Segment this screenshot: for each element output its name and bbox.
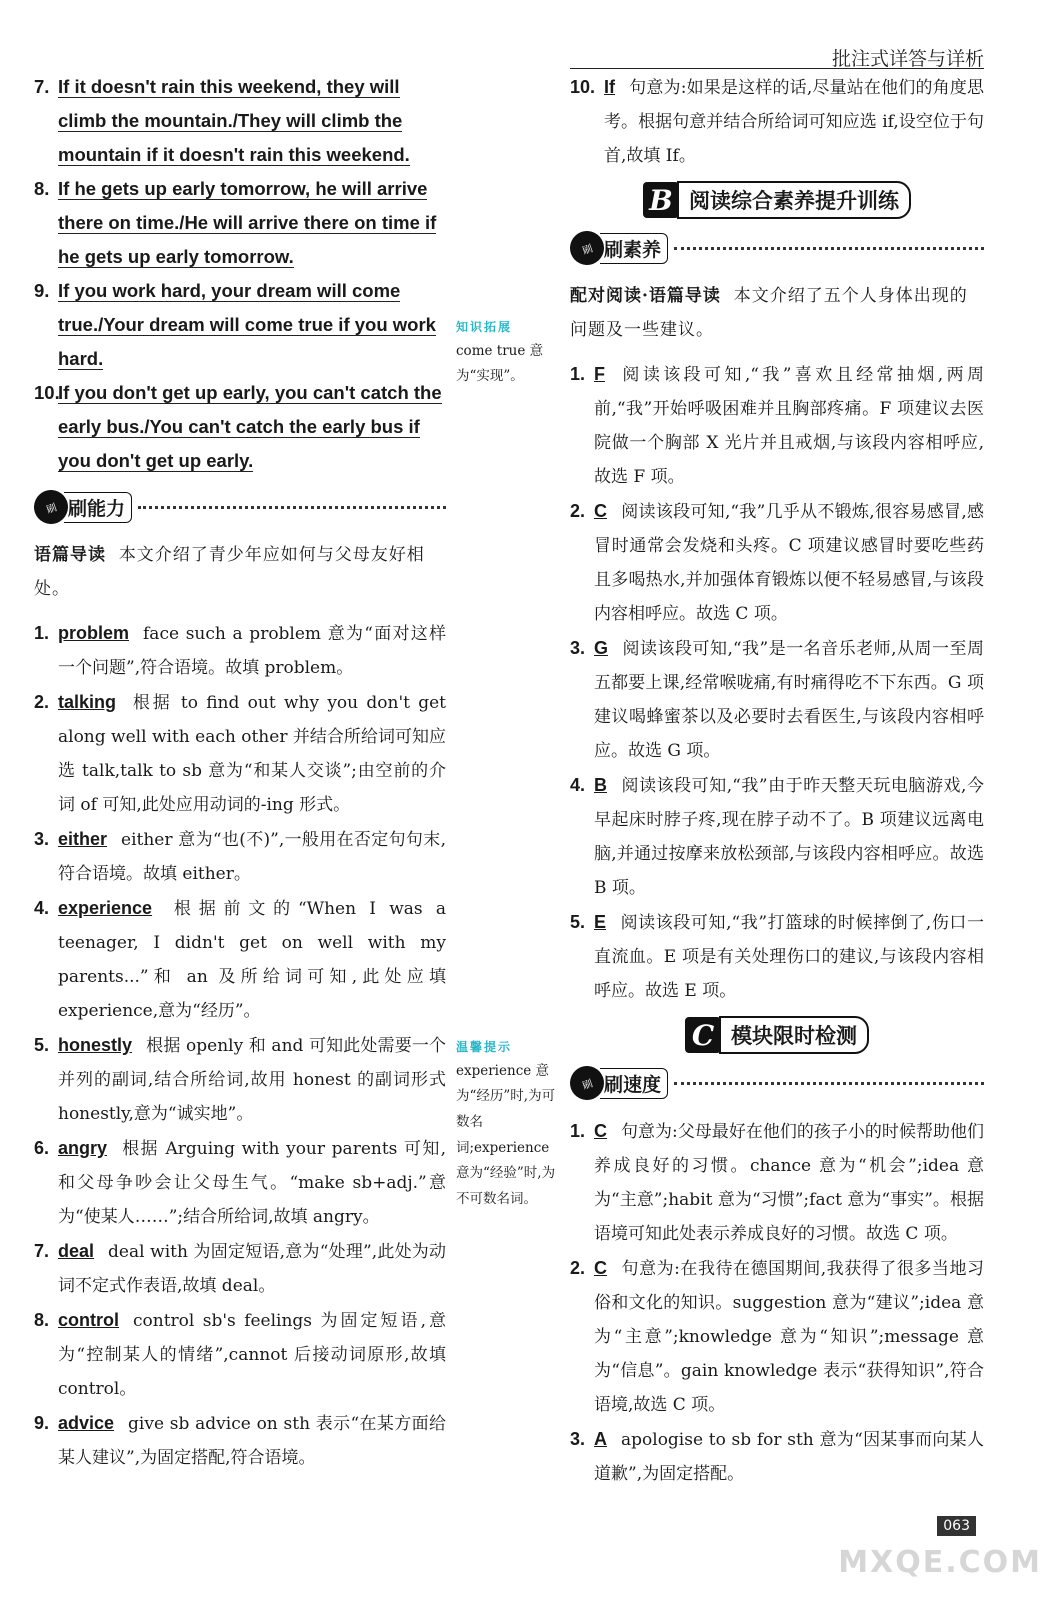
- answer-item: 2. C 句意为:在我待在德国期间,我获得了很多当地习俗和文化的知识。suggestion 意为“建议”;idea 意为“主意”;knowledge 意为“知识”;message 意为“信息”。gain knowledge 表示“获得知识”,符合语境,故选 C 项。: [570, 1258, 984, 1415]
- answer-item: 1. problem face such a problem 意为“面对这样一个问题”,符合语境。故填 problem。: [34, 623, 446, 678]
- answer-item: 4. B 阅读该段可知,“我”由于昨天整天玩电脑游戏,今早起床时脖子疼,现在脖子动不了。B 项建议远离电脑,并通过按摩来放松颈部,与该段内容相呼应。故选 B 项。: [570, 775, 984, 898]
- margin-note-tip: 温馨提示 experience 意为“经历”时,为可数名词;experience 意为“经验”时,为不可数名词。: [456, 1040, 556, 1207]
- watermark: MXQE.COM: [838, 1545, 1042, 1580]
- left-column: [34, 70, 446, 1475]
- answer-item: 9. advice give sb advice on sth 表示“在某方面给某人建议”,为固定搭配,符合语境。: [34, 1413, 446, 1468]
- answer-item: 2. talking 根据 to find out why you don't get along well with each other 并结合所给词可知应选 talk,talk to sb 意为“和某人交谈”;由空前的介词 of 可知,此处应用动词的-ing 形式。: [34, 692, 446, 815]
- brush-icon: 刷: [29, 485, 73, 529]
- answer-sentence: 7. If it doesn't rain this weekend, they will climb the mountain./They will climb the mountain if it doesn't rain this weekend.: [34, 76, 410, 165]
- page-header: 批注式详答与详析: [831, 48, 984, 70]
- answer-item: 6. angry 根据 Arguing with your parents 可知,和父母争吵会让父母生气。“make sb+adj.”意为“使某人……”;结合所给词,故填 angry。: [34, 1138, 446, 1227]
- answer-sentence: 9. If you work hard, your dream will come true./Your dream will come true if you work hard.: [34, 280, 436, 369]
- answer-item: 8. control control sb's feelings 为固定短语,意为“控制某人的情绪”,cannot 后接动词原形,故填 control。: [34, 1310, 446, 1399]
- right-column: [570, 70, 984, 1491]
- answer-item: 4. experience 根据前文的“When I was a teenager, I didn't get on well with my parents...”和 an 及所给词可知,此处应填 experience,意为“经历”。: [34, 898, 446, 1021]
- section-heading-c: C 模块限时检测: [570, 1016, 984, 1054]
- section-heading-b: B 阅读综合素养提升训练: [570, 181, 984, 219]
- answer-item: 7. deal deal with 为固定短语,意为“处理”,此处为动词不定式作表语,故填 deal。: [34, 1241, 446, 1296]
- answer-item: 3. either either 意为“也(不)”,一般用在否定句句末,符合语境。故填 either。: [34, 829, 446, 884]
- brush-icon: 刷: [565, 226, 609, 270]
- answer-item: 1. C 句意为:父母最好在他们的孩子小的时候帮助他们养成良好的习惯。chance 意为“机会”;idea 意为“主意”;habit 意为“习惯”;fact 意为“事实”。根据语境可知此处表示养成良好的习惯。故选 C 项。: [570, 1121, 984, 1244]
- section-badge-literacy: 刷 刷素养: [570, 231, 984, 265]
- page-number: 063: [937, 1516, 976, 1536]
- answer-item: 5. honestly 根据 openly 和 and 可知此处需要一个并列的副词,结合所给词,故用 honest 的副词形式 honestly,意为“诚实地”。: [34, 1035, 446, 1124]
- answer-item: 3. A apologise to sb for sth 意为“因某事而向某人道歉”,为固定搭配。: [570, 1429, 984, 1484]
- answer-item: 1. F 阅读该段可知,“我”喜欢且经常抽烟,两周前,“我”开始呼吸困难并且胸部疼痛。F 项建议去医院做一个胸部 X 光片并且戒烟,与该段内容相呼应,故选 F 项。: [570, 364, 984, 487]
- reading-guide: 语篇导读 本文介绍了青少年应如何与父母友好相处。: [34, 545, 425, 599]
- answer-sentence: 8. If he gets up early tomorrow, he will arrive there on time./He will arrive there on time if he gets up early tomorrow.: [34, 178, 437, 267]
- answer-item: 10. If 句意为:如果是这样的话,尽量站在他们的角度思考。根据句意并结合所给词可知应选 if,设空位于句首,故填 If。: [570, 77, 984, 166]
- section-badge-speed: 刷 刷速度: [570, 1066, 984, 1100]
- answer-item: 3. G 阅读该段可知,“我”是一名音乐老师,从周一至周五都要上课,经常喉咙痛,有时痛得吃不下东西。G 项建议喝蜂蜜茶以及必要时去看医生,与该段内容相呼应。故选 G 项。: [570, 638, 984, 761]
- answer-item: 5. E 阅读该段可知,“我”打篮球的时候摔倒了,伤口一直流血。E 项是有关处理伤口的建议,与该段内容相呼应。故选 E 项。: [570, 912, 984, 1001]
- brush-icon: 刷: [565, 1061, 609, 1105]
- section-badge-ability: 刷 刷能力: [34, 490, 446, 524]
- answer-sentence: 10. If you don't get up early, you can't catch the early bus./You can't catch the early bus if you don't get up early.: [34, 382, 442, 471]
- margin-note-knowledge: 知识拓展 come true 意为“实现”。: [456, 320, 544, 385]
- header-rule: [570, 68, 984, 69]
- reading-guide: 配对阅读·语篇导读 本文介绍了五个人身体出现的问题及一些建议。: [570, 286, 968, 340]
- answer-item: 2. C 阅读该段可知,“我”几乎从不锻炼,很容易感冒,感冒时通常会发烧和头疼。C 项建议感冒时要吃些药且多喝热水,并加强体育锻炼以便不轻易感冒,与该段内容相呼应。故选 C 项。: [570, 501, 984, 624]
